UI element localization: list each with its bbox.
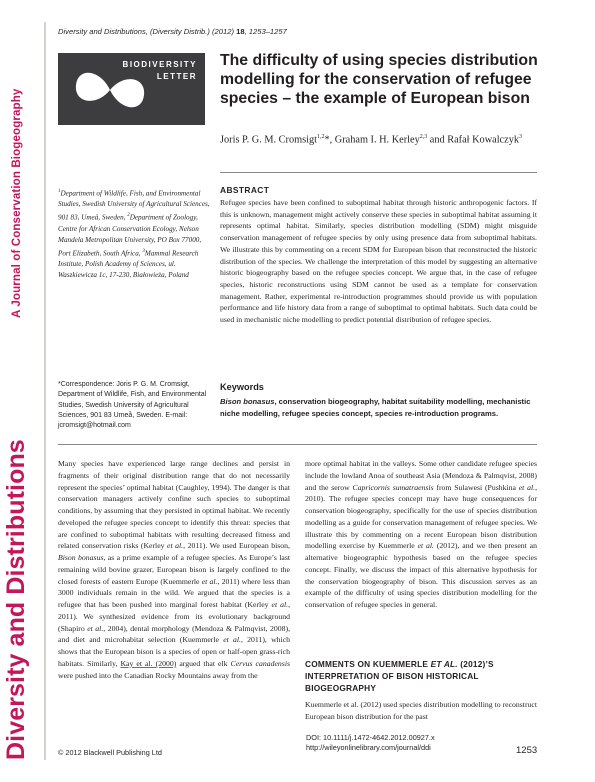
article-title: The difficulty of using species distribution modelling for the conservation of refugee species – the example of European bison — [220, 52, 538, 107]
body-column-left — [58, 458, 290, 681]
italic-text: et al. — [167, 541, 184, 551]
body-text: , as a prime example of a refugee species. As Europe’s last remaining wild bovine grazer, European bison is largely confined to the closed forests of eastern Europe (Kuemmerle — [58, 553, 290, 586]
affiliation-number: 1 — [58, 189, 61, 194]
body-column-right — [305, 458, 537, 611]
journal-tagline: A Journal of Conservation Biogeography — [10, 88, 23, 318]
journal-url[interactable]: http://wileyonlinelibrary.com/journal/ddi — [306, 743, 431, 752]
italic-text: et al. — [201, 576, 218, 586]
author-separator: and — [427, 134, 448, 146]
page-number: 1253 — [516, 745, 538, 756]
author-affiliation-marker: 3 — [519, 134, 522, 140]
body-text: , 2011). We synthesized evidence from its evolutionary background (Shapiro — [58, 600, 290, 633]
author-list — [220, 134, 522, 145]
italic-text: Capricornis sumatraensis — [352, 482, 434, 492]
affiliation-number: 2 — [127, 213, 130, 219]
running-head-journal: Diversity and Distributions, (Diversity Distrib.) — [58, 27, 210, 36]
section-heading-comments — [305, 658, 537, 694]
italic-text: et al. — [223, 635, 241, 645]
corresponding-author-marker: * — [324, 134, 330, 146]
body-text: , 2010). The refugee species concept may have huge consequences for conservation biogeography, specifically for the use of species distribution modelling as a guide for conservation management of refugee species. We illustrate this by commenting on a recent European bison distribution modelling exercise by Kuemmerle — [305, 482, 537, 551]
author-name: Graham I. H. Kerley — [334, 134, 420, 146]
running-head-pages: , 1253–1257 — [244, 27, 287, 36]
section-heading-post: (2012)’S INTERPRETATION OF BISON HISTORICAL BIOGEOGRAPHY — [305, 659, 494, 693]
italic-text: Bison bonasus — [58, 553, 104, 562]
italic-text: et al. — [417, 541, 434, 551]
body-text: were pushed into the Canadian Rocky Mountains away from the — [58, 670, 258, 680]
biodiversity-letter-badge — [58, 53, 205, 125]
body-text: from Sulawesi (Pushkina — [433, 482, 519, 492]
running-head-year: (2012) — [212, 27, 234, 36]
body-text: , 2004), dental morphology (Mendoza & Palmqvist, 2008), and diet and microhabitat selection (Kuemmerle — [58, 623, 291, 645]
doi: DOI: 10.1111/j.1472-4642.2012.00927.x — [306, 733, 435, 742]
header-divider — [220, 172, 537, 173]
italic-text: et al. — [87, 623, 104, 633]
section-heading-et-al: ET AL. — [430, 659, 458, 669]
author-affiliation-marker: 2,3 — [419, 134, 428, 140]
correspondence-note: *Correspondence: Joris P. G. M. Cromsigt, Department of Wildlife, Fish, and Environmental Studies, Swedish University of Agricultural Sciences, 901 83 Umeå, Sweden. E-mail: jcromsigt@hotmail.com — [58, 381, 207, 430]
body-text: , 2011), which shows that the European bison is a species of open or half-open grass-rich habitats. Similarly, — [58, 635, 291, 668]
sidebar-divider — [44, 22, 46, 760]
abstract-heading: ABSTRACT — [220, 185, 270, 195]
badge-line-1: BIODIVERSITY — [122, 60, 197, 69]
italic-text: et al. — [271, 600, 289, 609]
affiliations — [58, 186, 214, 281]
keywords-rest: , conservation biogeography, habitat suitability modelling, mechanistic niche modelling, refugee species concept, species re-introduction programs. — [220, 397, 531, 418]
section-divider — [58, 444, 537, 445]
doi-block — [306, 733, 435, 753]
body-text: , 2011) where less than 3000 individuals remain in the wild. We argued that the species is a refugee that has been pushed into marginal forest habitat (Kerley — [58, 576, 291, 609]
body-text: more optimal habitat in the valleys. Some other candidate refugee species include the lowland Anoa of southeast Asia (Mendoza & Palmqvist, 2008) and the serow — [305, 459, 537, 492]
section-heading-pre: COMMENTS ON KUEMMERLE — [305, 659, 431, 669]
affiliation-text: Department of Zoology, Centre for African Conservation Ecology, Nelson Mandela Metropolitan University, PO Box 77000, Port Elizabeth, South Africa, — [58, 213, 202, 258]
body-text: , 2011). We used European bison, — [183, 541, 290, 551]
italic-text: Cervus canadensis — [230, 658, 290, 668]
italic-text: et al. — [518, 482, 536, 492]
abstract-text: Refugee species have been confined to suboptimal habitat through historic anthropogenic factors. If this is unknown, management might actively conserve these species in suboptimal habitat assuming it represents optimal habitat. Similarly, species distribution modelling (SDM) might misguide conservation management of refugee species by only using presence data from suboptimal habitats. We illustrate this by commenting on a recent SDM for European bison that reconstructed the historic distribution of the species. We challenge the interpretation of this model by suggesting an alternative historic biogeography based on the refugee species concept. We argue that, in the case of refugee species, historic reconstructions using SDM cannot be used as a template for conservation management. Rather, experimental re-introduction programmes should provide us with population performance and life history data from a range of suboptimal to optimal habitats. Such data could be used in mechanistic niche modelling to predict potential distribution of refugee species. — [220, 198, 537, 325]
body-column-right-continued: Kuemmerle et al. (2012) used species distribution modelling to reconstruct European bison distribution for the past — [305, 700, 538, 721]
running-head — [58, 27, 287, 36]
author-affiliation-marker: 1,2 — [316, 134, 325, 140]
author-separator: , — [329, 134, 335, 146]
running-head-volume: 18 — [236, 27, 245, 36]
affiliation-text: Mammal Research Institute, Polish Academy of Sciences, ul. Waszkiewicza 1c, 17-230, Białowieża, Poland — [58, 249, 199, 280]
body-text: Many species have experienced large range declines and persist in fragments of their original distribution range that do not necessarily represent the species’ optimal habitat (Caughley, 1994). The danger is that conservation managers actively confine such species to suboptimal conditions, by assuming that they persisted in optimal habitat. We recently developed the refugee species concept to identify this threat: species that are confined to suboptimal habitats with resulting decreased fitness and related conservation risks (Kerley — [58, 459, 290, 551]
copyright: © 2012 Blackwell Publishing Ltd — [58, 748, 162, 757]
badge-line-2: LETTER — [156, 72, 197, 81]
affiliation-text: Department of Wildlife, Fish, and Environmental Studies, Swedish University of Agricultural Sciences, 901 83, Umeå, Sweden, — [58, 189, 210, 222]
journal-name: Diversity and Distributions — [2, 439, 30, 760]
author-name: Joris P. G. M. Cromsigt — [220, 134, 317, 146]
body-text: (2012), and we then present an alternative biogeographic hypothesis based on the refugee species concept. Finally, we discuss the impact of this alternative hypothesis for the conservation biogeography of bison. This discussion serves as an example of the difficulty of using species distribution modelling for the conservation of refugee species in general. — [305, 541, 537, 609]
keyword-species: Bison bonasus — [220, 397, 275, 406]
butterfly-icon — [72, 63, 148, 117]
affiliation-number: 3 — [142, 248, 145, 254]
author-name: Rafał Kowalczyk — [447, 134, 519, 146]
citation-link[interactable]: Kay et al. (2000) — [120, 658, 177, 668]
keywords-list — [220, 396, 537, 420]
keywords-heading: Keywords — [220, 382, 264, 392]
body-text: argued that elk — [176, 658, 231, 668]
